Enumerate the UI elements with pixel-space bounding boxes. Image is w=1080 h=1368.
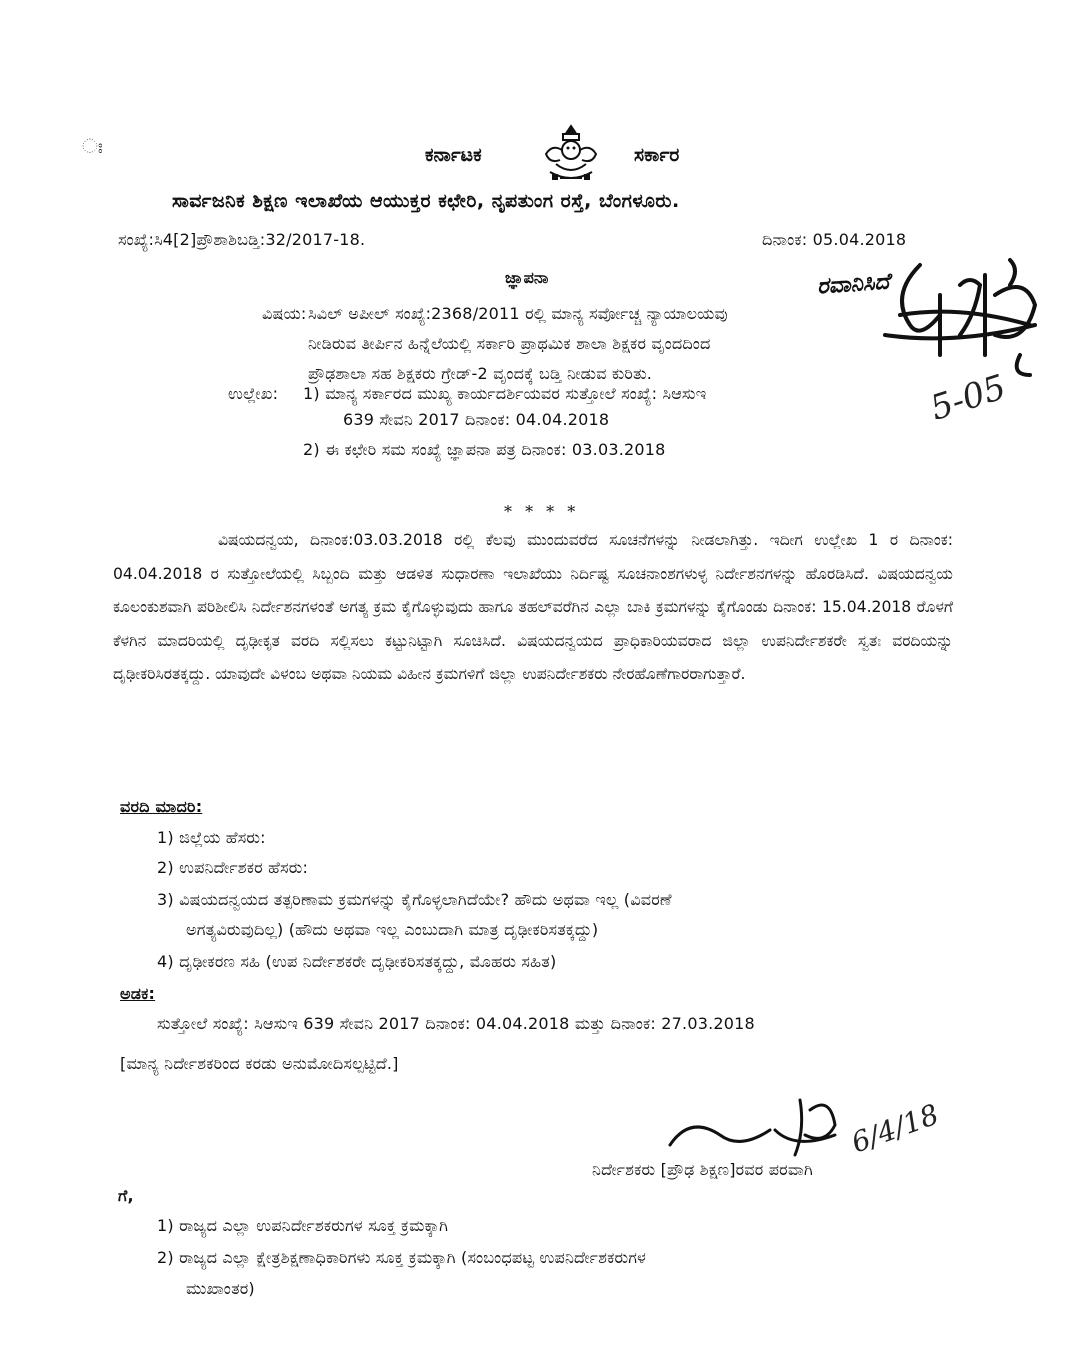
subject-line-3: ಪ್ರೌಢಶಾಲಾ ಸಹ ಶಿಕ್ಷಕರು ಗ್ರೇಡ್-2 ವೃಂದಕ್ಕೆ ಬಡ್ತಿ ನೀಡುವ ಕುರಿತು. [308,364,653,383]
memo-title: ಜ್ಞಾಪನಾ [505,268,549,287]
report-item-4: 4) ದೃಢೀಕರಣ ಸಹಿ (ಉಪ ನಿರ್ದೇಶಕರೇ ದೃಢೀಕರಿಸತಕ್ಕದ್ದು, ಮೊಹರು ಸಹಿತ) [157,952,557,971]
reference-number: ಸಂಖ್ಯೆ:ಸಿ4[2]ಪ್ರೌಶಾಶಿಬಡ್ತಿ:32/2017-18. [118,230,366,249]
recipient-item-2: 2) ರಾಜ್ಯದ ಎಲ್ಲಾ ಕ್ಷೇತ್ರಶಿಕ್ಷಣಾಧಿಕಾರಿಗಳು ಸೂಕ್ತ ಕ್ರಮಕ್ಕಾಗಿ (ಸಂಬಂಧಪಟ್ಟ ಉಪನಿರ್ದೇಶಕರುಗಳ [157,1248,646,1267]
subject-line-2: ನೀಡಿರುವ ತೀರ್ಪಿನ ಹಿನ್ನೆಲೆಯಲ್ಲಿ ಸರ್ಕಾರಿ ಪ್ರಾಥಮಿಕ ಶಾಲಾ ಶಿಕ್ಷಕರ ವೃಂದದಿಂದ [308,334,711,353]
dispatched-stamp: ರವಾನಿಸಿದೆ [816,269,891,300]
signatory-designation: ನಿರ್ದೇಶಕರು [ಪ್ರೌಢ ಶಿಕ್ಷಣ]ರವರ ಪರವಾಗಿ [592,1160,813,1179]
report-item-3: 3) ವಿಷಯದನ್ವಯದ ತತ್ಪರಿಣಾಮ ಕ್ರಮಗಳನ್ನು ಕೈಗೊಳ್ಳಲಾಗಿದೆಯೇ? ಹೌದು ಅಥವಾ ಇಲ್ಲ (ವಿವರಣೆ [157,890,672,909]
issue-date: ದಿನಾಂಕ: 05.04.2018 [762,230,907,249]
report-item-1: 1) ಜಿಲ್ಲೆಯ ಹೆಸರು: [157,828,266,847]
approval-note: [ಮಾನ್ಯ ನಿರ್ದೇಶಕರಿಂದ ಕರಡು ಅನುಮೋದಿಸಲ್ಪಟ್ಟಿದೆ.] [120,1054,399,1073]
subject-line-1: ಸಿವಿಲ್ ಅಪೀಲ್ ಸಂಖ್ಯೆ:2368/2011 ರಲ್ಲಿ ಮಾನ್ಯ ಸರ್ವೋಚ್ಚ ನ್ಯಾಯಾಲಯವು [308,304,728,323]
corner-mark: ಃ [82,134,103,158]
reference-label: ಉಲ್ಲೇಖ: [228,384,279,403]
state-emblem-icon [538,122,604,186]
government-label: ಕರ್ನಾಟಕ [425,144,482,166]
office-name: ಸಾರ್ವಜನಿಕ ಶಿಕ್ಷಣ ಇಲಾಖೆಯ ಆಯುಕ್ತರ ಕಛೇರಿ, ನೃಪತುಂಗ ರಸ್ತೆ, ಬೆಂಗಳೂರು. [172,190,680,212]
recipients-label: ಗೆ, [118,1186,134,1205]
reference-item-1-cont: 639 ಸೇವನಿ 2017 ದಿನಾಂಕ: 04.04.2018 [343,410,610,429]
reference-item-2: 2) ಈ ಕಛೇರಿ ಸಮ ಸಂಖ್ಯೆ ಜ್ಞಾಪನಾ ಪತ್ರ ದಿನಾಂಕ: 03.03.2018 [303,440,666,459]
handwritten-dispatch-date: 5-05 [925,367,1011,429]
separator: * * * * [504,502,580,521]
signature-date: 6/4/18 [847,1097,944,1160]
enclosure-heading: ಅಡಕ: [120,984,156,1003]
report-item-3-cont: ಅಗತ್ಯವಿರುವುದಿಲ್ಲ) (ಹೌದು ಅಥವಾ ಇಲ್ಲ ಎಂಬುದಾಗಿ ಮಾತ್ರ ದೃಢೀಕರಿಸತಕ್ಕದ್ದು) [186,920,599,939]
reference-item-1: 1) ಮಾನ್ಯ ಸರ್ಕಾರದ ಮುಖ್ಯ ಕಾರ್ಯದರ್ಶಿಯವರ ಸುತ್ತೋಲೆ ಸಂಖ್ಯೆ: ಸಿಆಸುಇ [303,384,707,403]
government-label-right: ಸರ್ಕಾರ [634,144,680,166]
body-paragraph: ವಿಷಯದನ್ವಯ, ದಿನಾಂಕ:03.03.2018 ರಲ್ಲಿ ಕೆಲವು ಮುಂದುವರೆದ ಸೂಚನೆಗಳನ್ನು ನೀಡಲಾಗಿತ್ತು. ಇದೀಗ ಉಲ್ಲೇಖ 1 ರ ದಿನಾಂಕ: 04.04.2018 ರ ಸುತ್ತೋಲೆಯಲ್ಲಿ ಸಿಬ್ಬಂದಿ ಮತ್ತು ಆಡಳಿತ ಸುಧಾರಣಾ ಇಲಾಖೆಯು ನಿರ್ದಿಷ್ಟ ಸೂಚನಾಂಶಗಳುಳ್ಳ ನಿರ್ದೇಶನಗಳನ್ನು ಹೊರಡಿಸಿದೆ. ವಿಷಯದನ್ವಯ ಕೂಲಂಕುಶವಾಗಿ ಪರಿಶೀಲಿಸಿ ನಿರ್ದೇಶನಗಳಂತೆ ಅಗತ್ಯ ಕ್ರಮ ಕೈಗೊಳ್ಳುವುದು ಹಾಗೂ ತಹಲ್‌ವರೆಗಿನ ಎಲ್ಲಾ ಬಾಕಿ ಕ್ರಮಗಳನ್ನು ಕೈಗೊಂಡು ದಿನಾಂಕ: 15.04.2018 ರೊಳಗೆ ಕೆಳಗಿನ ಮಾದರಿಯಲ್ಲಿ ದೃಢೀಕೃತ ವರದಿ ಸಲ್ಲಿಸಲು ಕಟ್ಟುನಿಟ್ಟಾಗಿ ಸೂಚಿಸಿದೆ. ವಿಷಯದನ್ವಯದ ಪ್ರಾಧಿಕಾರಿಯವರಾದ ಜಿಲ್ಲಾ ಉಪನಿರ್ದೇಶಕರೇ ಸ್ವತಃ ವರದಿಯನ್ನು ದೃಢೀಕರಿಸಿರತಕ್ಕದ್ದು. ಯಾವುದೇ ವಿಳಂಬ ಅಥವಾ ನಿಯಮ ವಿಹೀನ ಕ್ರಮಗಳಿಗೆ ಜಿಲ್ಲಾ ಉಪನಿರ್ದೇಶಕರು ನೇರಹೊಣೆಗಾರರಾಗುತ್ತಾರೆ. [113,531,953,683]
subject-label: ವಿಷಯ: [262,304,307,323]
report-item-2: 2) ಉಪನಿರ್ದೇಶಕರ ಹೆಸರು: [157,858,309,877]
report-format-heading: ವರದಿ ಮಾದರಿ: [120,797,203,816]
recipient-item-2-cont: ಮುಖಾಂತರ) [186,1279,255,1298]
enclosure-text: ಸುತ್ತೋಲೆ ಸಂಖ್ಯೆ: ಸಿಆಸುಇ 639 ಸೇವನಿ 2017 ದಿನಾಂಕ: 04.04.2018 ಮತ್ತು ದಿನಾಂಕ: 27.03.2018 [157,1014,755,1033]
recipient-item-1: 1) ರಾಜ್ಯದ ಎಲ್ಲಾ ಉಪನಿರ್ದೇಶಕರುಗಳ ಸೂಕ್ತ ಕ್ರಮಕ್ಕಾಗಿ [157,1216,449,1235]
